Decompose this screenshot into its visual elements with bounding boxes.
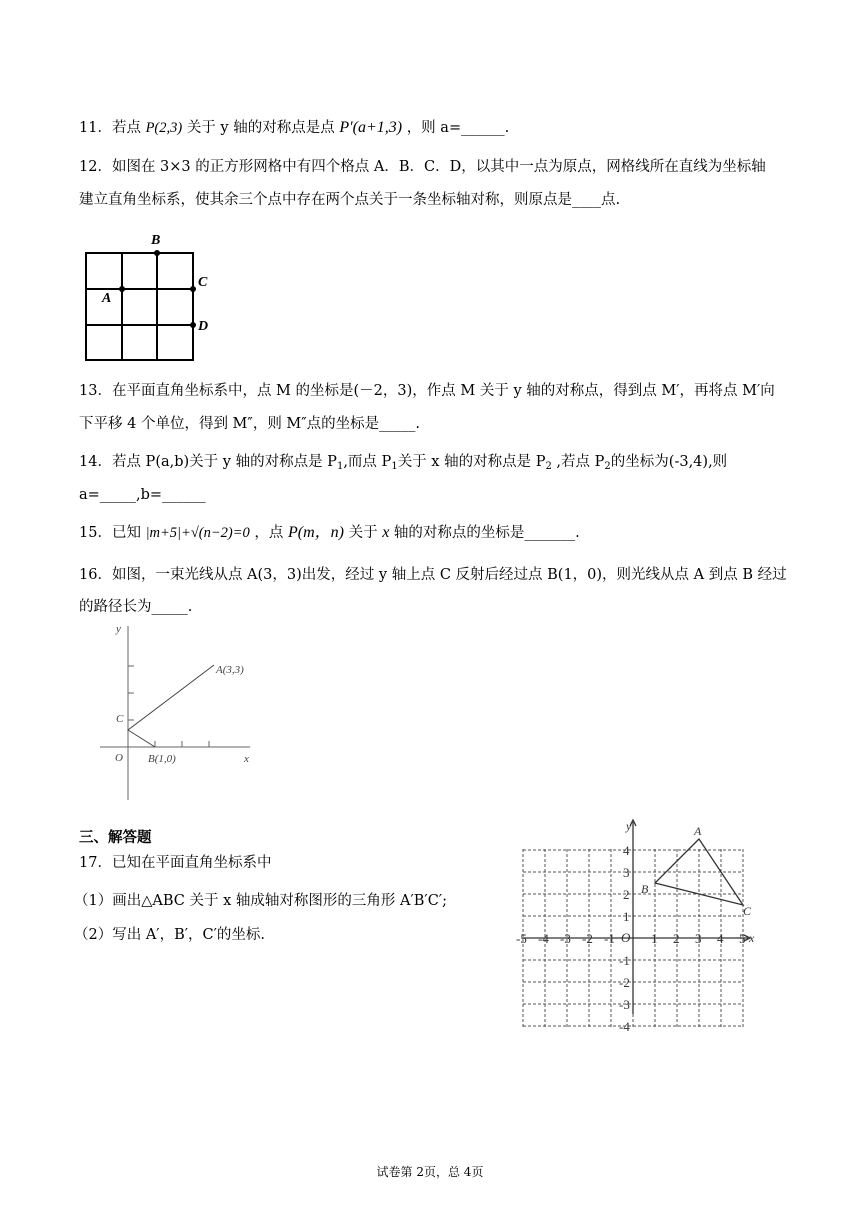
q15-equation: |m+5|+√(n−2)=0 [145,525,250,541]
q16-axis-x: x [244,753,249,765]
q12-grid-figure [78,228,228,368]
q17-x-tick-label: 4 [717,931,724,946]
q16-label-c: C [116,713,124,725]
q17-label-b: B [641,882,649,896]
q14-sub-3: 2 [545,461,552,472]
q17-y-tick-label: -4 [619,1019,630,1034]
q14-text-5: 的坐标为(-3,4),则 [610,454,728,470]
q15-x: x [382,524,390,541]
q15-tail: 轴的对称点的坐标是_______. [393,525,580,541]
q16-axis-y: y [116,623,121,635]
q17-x-tick-label: -1 [604,931,615,946]
q17-label-c: C [743,904,752,918]
q16-line2: 的路径长为_____. [79,599,193,615]
q13-line1: 13．在平面直角坐标系中，点 M 的坐标是(－2，3)，作点 M 关于 y 轴的对称点，得到点 M′，再将点 M′向 [79,383,775,399]
q13-line2: 下平移 4 个单位，得到 M″，则 M″点的坐标是_____. [79,416,421,432]
q15-middle: ，点 [254,525,284,541]
q17-y-tick-label: 3 [623,865,630,880]
q14-text-3: 关于 x 轴的对称点是 P [397,454,546,470]
q14-text-2: ,而点 P [343,454,392,470]
q16-figure [100,618,260,803]
q12-label-a: A [102,291,112,306]
q17-x-tick-label: -3 [560,931,571,946]
q11-tail: ，则 a=______. [406,120,510,136]
q11-point-p: P(2,3) [145,120,183,136]
q12-label-d: D [198,319,209,334]
q17-x-tick-label: -2 [582,931,593,946]
q17-x-tick-label: 5 [739,931,746,946]
q17-x-tick-label: -4 [538,931,549,946]
q14-sub-1: 1 [336,461,344,472]
q17-axis-label-y: y [626,819,632,833]
q12-line1: 12．如图在 3×3 的正方形网格中有四个格点 A．B．C．D，以其中一点为原点，网格线所在直线为坐标轴 [79,159,766,175]
q14-text-1: 14．若点 P(a,b)关于 y 轴的对称点是 P [79,454,337,470]
q15-number: 15．已知 [79,525,141,541]
q17-intro: 17．已知在平面直角坐标系中 [79,855,272,871]
question-11 [79,118,509,138]
q12-label-b: B [151,233,161,248]
q17-part-2: （2）写出 A′，B′，C′的坐标. [74,927,266,943]
q11-middle: 关于 y 轴的对称点是点 [186,120,335,136]
q17-axis-label-x: x [749,931,755,945]
q12-label-c: C [198,275,208,290]
question-15 [79,523,580,543]
q17-x-tick-label: 1 [651,931,658,946]
q17-x-tick-label: 3 [695,931,702,946]
q16-label-a: A(3,3) [216,664,244,676]
q16-line1: 16．如图，一束光线从点 A(3，3)出发，经过 y 轴上点 C 反射后经过点 B(1，0)，则光线从点 A 到点 B 经过 [79,567,787,583]
q17-y-tick-label: -1 [619,953,630,968]
q17-coordinate-grid [510,818,770,1034]
q17-y-tick-label: -3 [619,997,630,1012]
q17-part-1: （1）画出△ABC 关于 x 轴成轴对称图形的三角形 A′B′C′; [74,893,447,909]
q11-number: 11．若点 [79,120,141,136]
q16-origin: O [115,752,123,764]
q15-point-p: P(m，n) [287,524,344,541]
q12-point-d [190,322,196,328]
q12-point-a [119,286,125,292]
q17-origin-label: O [621,930,631,945]
q12-line2: 建立直角坐标系，使其余三个点中存在两个点关于一条坐标轴对称，则原点是____点. [79,192,621,208]
section-heading: 三、解答题 [79,829,152,846]
q12-point-c [190,286,196,292]
q17-y-tick-label: 2 [623,887,630,902]
page-footer: 试卷第 2页，总 4页 [376,1165,484,1179]
q17-y-tick-label: 4 [623,843,630,858]
q16-label-b: B(1,0) [148,753,176,765]
q17-y-tick-label: 1 [623,909,630,924]
q14-sub-4: 2 [604,461,611,472]
q12-point-b [154,250,160,256]
q17-x-tick-label: -5 [516,931,527,946]
q14-text-4: ,若点 P [551,454,605,470]
q17-x-tick-label: 2 [673,931,680,946]
q17-label-a: A [694,824,702,838]
q14-sub-2: 1 [391,461,398,472]
q14-line1 [79,452,727,477]
q11-point-pprime: P′(a+1,3) [339,119,403,136]
q17-y-tick-label: -2 [619,975,630,990]
q15-middle-2: 关于 [348,525,378,541]
q14-line2: a=_____,b=______ [79,487,206,503]
